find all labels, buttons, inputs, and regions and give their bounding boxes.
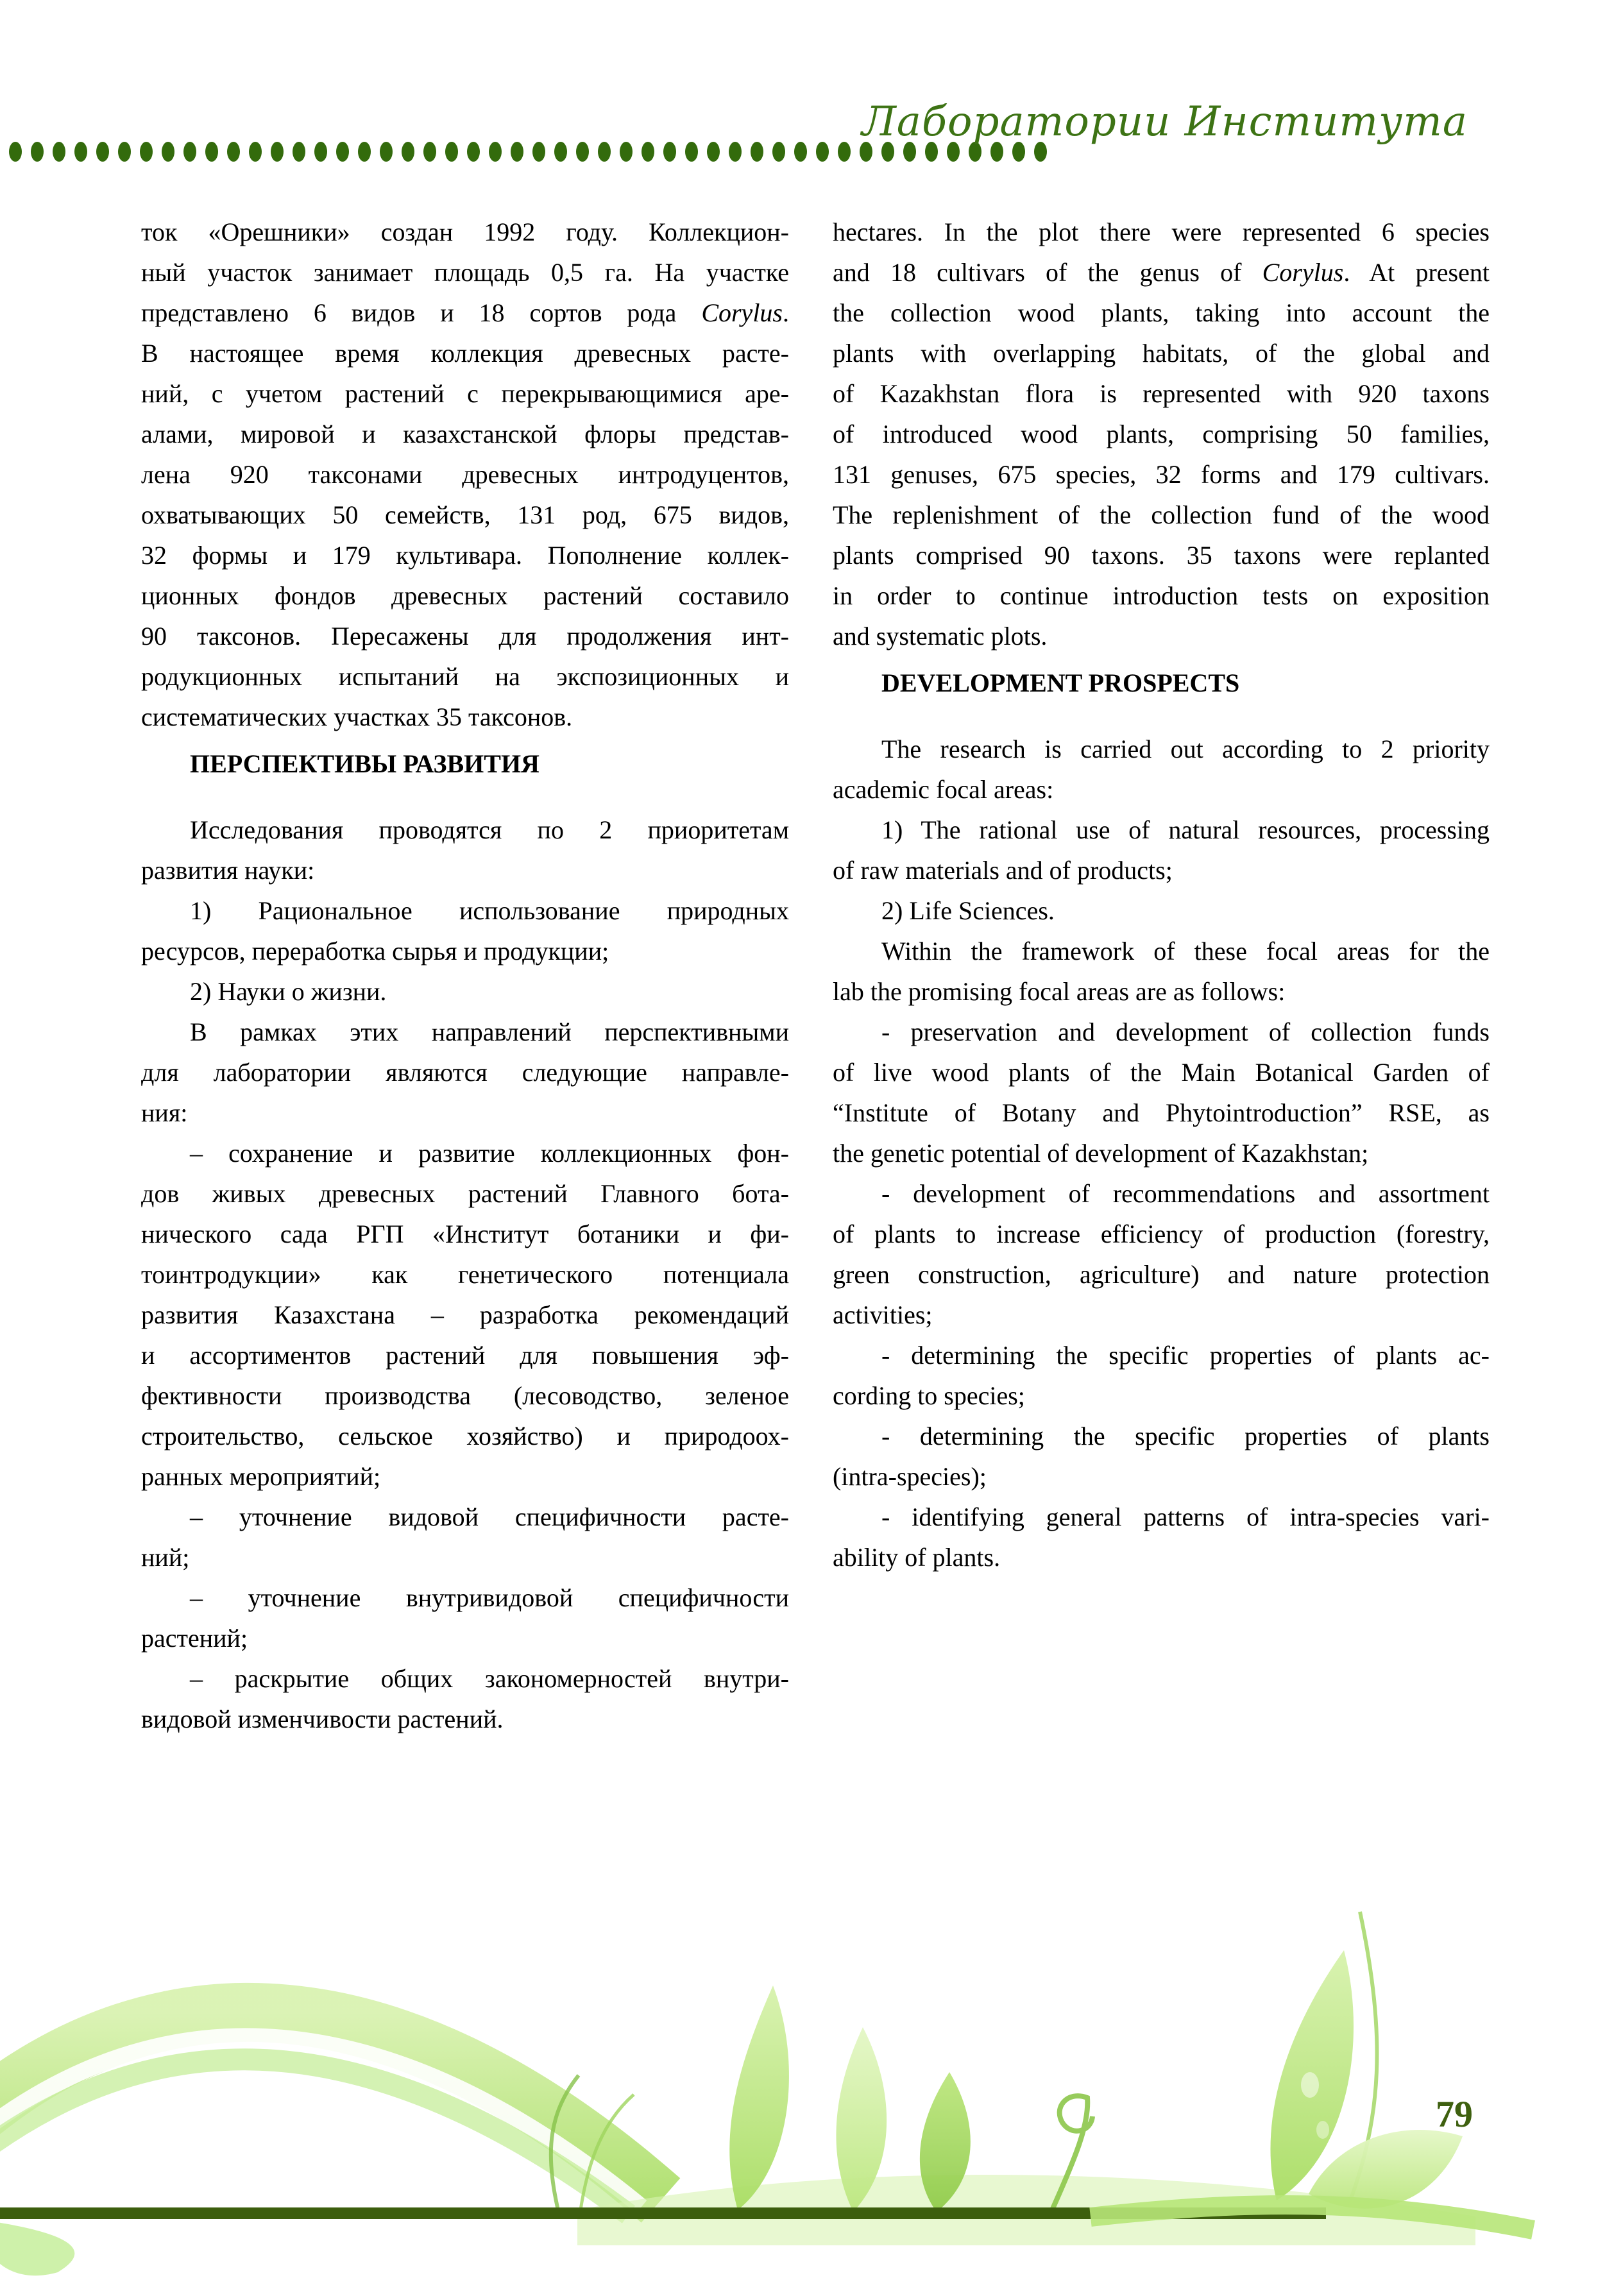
header-dot-icon	[707, 142, 720, 162]
text-line: and 18 cultivars of the genus of Corylus. At present	[833, 258, 1490, 287]
header-dot-icon	[554, 142, 567, 162]
text-line: ния:	[141, 1098, 188, 1127]
text-line: алами, мировой и казахстанской флоры представ-	[141, 420, 789, 448]
text-line: in order to continue introduction tests on exposition	[833, 581, 1490, 610]
text-line: and systematic plots.	[833, 622, 1048, 651]
text-line: plants with overlapping habitats, of the global and	[833, 339, 1490, 368]
text-line: - determining the specific properties of plants	[881, 1422, 1490, 1450]
footer-decoration	[0, 1860, 1614, 2296]
paragraph	[141, 810, 789, 890]
header-dot-icon	[402, 142, 414, 162]
text-line: лена 920 таксонами древесных интродуцентов,	[141, 460, 789, 489]
header-dot-icon	[183, 142, 196, 162]
decor-droplet-2	[1316, 2121, 1329, 2139]
header-dot-icon	[314, 142, 327, 162]
header-dot-icon	[598, 142, 611, 162]
header-dot-icon	[620, 142, 633, 162]
paragraph	[833, 890, 1490, 931]
decor-leaf-center-1	[729, 1986, 789, 2210]
text-line: строительство, сельское хозяйство) и природоох-	[141, 1422, 789, 1450]
text-line: охватывающих 50 семейств, 131 род, 675 видов,	[141, 500, 789, 529]
text-line: activities;	[833, 1300, 933, 1329]
text-line: 32 формы и 179 культивара. Пополнение коллек-	[141, 541, 789, 570]
paragraph	[141, 971, 789, 1012]
text-line: ток «Орешники» создан 1992 году. Коллекцион-	[141, 217, 789, 246]
text-line: развития науки:	[141, 856, 315, 885]
text-line: тоинтродукции» как генетического потенциала	[141, 1260, 789, 1289]
header-dot-icon	[358, 142, 371, 162]
header-dot-icon	[511, 142, 523, 162]
text-line: of raw materials and of products;	[833, 856, 1173, 885]
text-line: of plants to increase efficiency of production (forestry,	[833, 1220, 1490, 1248]
header-dot-icon	[641, 142, 654, 162]
header-dot-icon	[838, 142, 851, 162]
text-line: cording to species;	[833, 1381, 1025, 1410]
header-dot-icon	[293, 142, 305, 162]
paragraph	[833, 1335, 1490, 1416]
text-line: растений;	[141, 1624, 248, 1653]
paragraph	[141, 1133, 789, 1497]
text-line: видовой изменчивости растений.	[141, 1705, 504, 1733]
text-line: – уточнение внутривидовой специфичности	[190, 1583, 789, 1612]
text-line: ционных фондов древесных растений составило	[141, 581, 789, 610]
text-line: – сохранение и развитие коллекционных фон-	[190, 1139, 789, 1168]
text-line: развития Казахстана – разработка рекомендаций	[141, 1300, 789, 1329]
text-line: нического сада РГП «Институт ботаники и фи-	[141, 1220, 789, 1248]
text-line: 1) The rational use of natural resources, processing	[881, 815, 1490, 844]
header-dot-icon	[53, 142, 65, 162]
header-dot-icon	[96, 142, 109, 162]
text-line: В настоящее время коллекция древесных расте-	[141, 339, 789, 368]
paragraph	[141, 212, 789, 737]
text-line: of introduced wood plants, comprising 50 families,	[833, 420, 1490, 448]
header-dot-icon	[9, 142, 22, 162]
header-script-title: Лаборатории Института	[862, 98, 1468, 146]
header-dot-icon	[576, 142, 589, 162]
header-dot-icon	[31, 142, 44, 162]
text-line: представлено 6 видов и 18 сортов рода Corylus.	[141, 298, 789, 327]
header-dot-icon	[445, 142, 458, 162]
text-line: ПЕРСПЕКТИВЫ РАЗВИТИЯ	[190, 749, 539, 778]
paragraph	[833, 931, 1490, 1012]
text-line: – раскрытие общих закономерностей внутри-	[190, 1664, 789, 1693]
text-line: ный участок занимает площадь 0,5 га. На участке	[141, 258, 789, 287]
text-line: the collection wood plants, taking into account the	[833, 298, 1490, 327]
text-line: academic focal areas:	[833, 775, 1054, 804]
header-dot-icon	[685, 142, 698, 162]
text-line: - identifying general patterns of intra-species vari-	[881, 1502, 1490, 1531]
decor-droplet-1	[1301, 2072, 1319, 2098]
paragraph	[833, 1497, 1490, 1577]
header-dot-icon	[249, 142, 262, 162]
text-line: 2) Life Sciences.	[881, 896, 1055, 925]
section-heading	[833, 663, 1490, 703]
text-line: для лаборатории являются следующие направле-	[141, 1058, 789, 1087]
text-line: green construction, agriculture) and nature protection	[833, 1260, 1490, 1289]
header-dot-icon	[336, 142, 349, 162]
section-heading	[141, 744, 789, 784]
paragraph	[833, 810, 1490, 890]
text-line: of live wood plants of the Main Botanical Garden of	[833, 1058, 1490, 1087]
header-dot-icon	[74, 142, 87, 162]
decor-bottom-left-sliver	[0, 2220, 74, 2275]
header-dot-icon	[380, 142, 393, 162]
paragraph	[833, 1012, 1490, 1173]
header-dot-icon	[532, 142, 545, 162]
header-dot-icon	[772, 142, 785, 162]
column-right	[833, 212, 1490, 1577]
paragraph	[141, 1577, 789, 1658]
paragraph	[833, 729, 1490, 810]
text-line: (intra-species);	[833, 1462, 987, 1491]
paragraph	[141, 1658, 789, 1739]
header-dot-icon	[205, 142, 218, 162]
text-line: 131 genuses, 675 species, 32 forms and 179 cultivars.	[833, 460, 1490, 489]
header-dot-icon	[140, 142, 153, 162]
paragraph	[141, 890, 789, 971]
text-line: - determining the specific properties of plants ac-	[881, 1341, 1490, 1370]
text-line: и ассортиментов растений для повышения эф-	[141, 1341, 789, 1370]
text-line: - preservation and development of collection funds	[881, 1017, 1490, 1046]
paragraph	[141, 1012, 789, 1133]
header-dot-icon	[227, 142, 240, 162]
text-line: 2) Науки о жизни.	[190, 977, 387, 1006]
text-line: - development of recommendations and assortment	[881, 1179, 1490, 1208]
paragraph	[833, 1173, 1490, 1335]
header-dot-icon	[663, 142, 676, 162]
text-line: ability of plants.	[833, 1543, 1001, 1572]
header-dot-icon	[729, 142, 742, 162]
text-line: 90 таксонов. Пересажены для продолжения инт-	[141, 622, 789, 651]
text-line: DEVELOPMENT PROSPECTS	[881, 668, 1240, 697]
text-line: plants comprised 90 taxons. 35 taxons were replanted	[833, 541, 1490, 570]
text-line: of Kazakhstan flora is represented with 920 taxons	[833, 379, 1490, 408]
text-line: Within the framework of these focal areas for the	[881, 937, 1490, 965]
text-line: ний;	[141, 1543, 190, 1572]
text-line: – уточнение видовой специфичности расте-	[190, 1502, 789, 1531]
header-dot-icon	[467, 142, 480, 162]
header-dot-icon	[794, 142, 807, 162]
text-line: The replenishment of the collection fund of the wood	[833, 500, 1490, 529]
header-dot-icon	[751, 142, 763, 162]
text-line: 1) Рациональное использование природных	[190, 896, 789, 925]
paragraph	[833, 1416, 1490, 1497]
text-line: ранных мероприятий;	[141, 1462, 381, 1491]
text-line: hectares. In the plot there were represented 6 species	[833, 217, 1490, 246]
header-dot-icon	[162, 142, 174, 162]
text-line: В рамках этих направлений перспективными	[190, 1017, 789, 1046]
header-dot-icon	[489, 142, 502, 162]
column-left	[141, 212, 789, 1739]
text-line: дов живых древесных растений Главного бота-	[141, 1179, 789, 1208]
text-line: систематических участках 35 таксонов.	[141, 702, 573, 731]
text-line: ресурсов, переработка сырья и продукции;	[141, 937, 609, 965]
header-dot-icon	[271, 142, 284, 162]
text-line: The research is carried out according to 2 priority	[881, 735, 1490, 763]
page-number: 79	[1436, 2093, 1473, 2135]
header-dot-icon	[816, 142, 829, 162]
text-line: ний, с учетом растений с перекрывающимися аре-	[141, 379, 789, 408]
paragraph	[833, 212, 1490, 656]
text-line: “Institute of Botany and Phytointroduction” RSE, as	[833, 1098, 1490, 1127]
text-line: родукционных испытаний на экспозиционных и	[141, 662, 789, 691]
text-line: Исследования проводятся по 2 приоритетам	[190, 815, 789, 844]
header-dot-icon	[423, 142, 436, 162]
paragraph	[141, 1497, 789, 1577]
text-line: фективности производства (лесоводство, зеленое	[141, 1381, 789, 1410]
text-line: the genetic potential of development of Kazakhstan;	[833, 1139, 1369, 1168]
header-dot-icon	[118, 142, 131, 162]
text-line: lab the promising focal areas are as follows:	[833, 977, 1286, 1006]
